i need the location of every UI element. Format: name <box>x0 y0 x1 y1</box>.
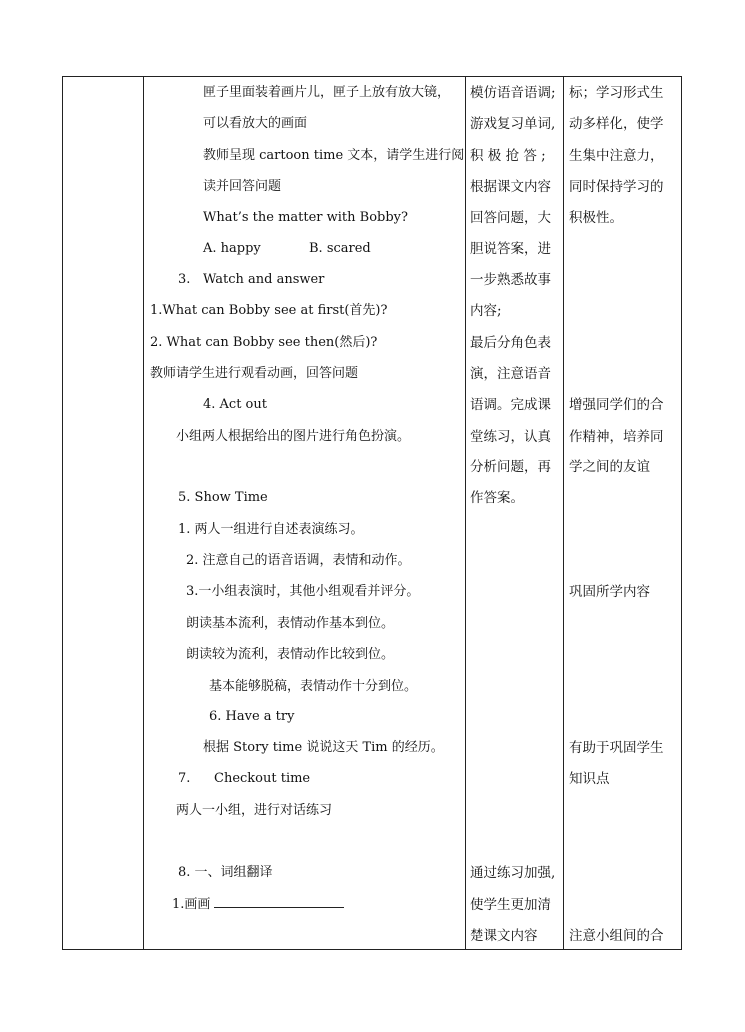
procedure-line: 5. Show Time <box>178 490 268 505</box>
procedure-line: 朗读基本流利，表情动作基本到位。 <box>186 616 395 631</box>
activity-line: 使学生更加清 <box>470 897 551 913</box>
procedure-line: 两人一小组，进行对话练习 <box>176 803 333 818</box>
activity-line: 作答案。 <box>470 490 524 506</box>
activity-line: 游戏复习单词, <box>470 116 556 132</box>
purpose-line: 知识点 <box>569 771 610 787</box>
procedure-line: 3. <box>178 272 191 287</box>
procedure-line: 根据 Story time 说说这天 Tim 的经历。 <box>203 740 444 755</box>
procedure-line: 教师呈现 cartoon time 文本，请学生进行阅 <box>203 148 465 163</box>
procedure-line: 3.一小组表演时，其他小组观看并评分。 <box>186 584 420 599</box>
purpose-line: 注意小组间的合 <box>569 928 664 944</box>
procedure-line: 基本能够脱稿，表情动作十分到位。 <box>209 679 418 694</box>
column-divider-3 <box>563 77 564 949</box>
procedure-line: 8. 一、词组翻译 <box>178 865 273 880</box>
activity-line: 通过练习加强, <box>470 865 556 881</box>
column-divider-1 <box>143 77 144 949</box>
procedure-line: 7. <box>178 771 191 786</box>
purpose-line: 标；学习形式生 <box>569 85 664 101</box>
purpose-line: 有助于巩固学生 <box>569 740 664 756</box>
purpose-line: 学之间的友谊 <box>569 459 650 475</box>
procedure-line: 1.What can Bobby see at first(首先)? <box>150 303 388 318</box>
procedure-line: 小组两人根据给出的图片进行角色扮演。 <box>176 429 411 444</box>
activity-line: 根据课文内容 <box>470 179 551 195</box>
activity-line: 模仿语音语调; <box>470 85 556 101</box>
procedure-line: 教师请学生进行观看动画，回答问题 <box>150 366 359 381</box>
activity-line: 积 极 抢 答 ; <box>470 148 546 164</box>
column-divider-2 <box>465 77 466 949</box>
activity-line: 分析问题，再 <box>470 459 551 475</box>
purpose-line: 积极性。 <box>569 210 623 226</box>
activity-line: 一步熟悉故事 <box>470 272 551 288</box>
procedure-line: What’s the matter with Bobby? <box>203 210 408 225</box>
activity-line: 语调。完成课 <box>470 397 551 413</box>
procedure-line: 4. Act out <box>203 397 267 412</box>
procedure-line: 读并回答问题 <box>203 179 282 194</box>
procedure-line: 1.画画 <box>172 895 344 915</box>
procedure-line: 朗读较为流利，表情动作比较到位。 <box>186 647 395 662</box>
procedure-line: Watch and answer <box>203 272 325 287</box>
purpose-line: 动多样化，使学 <box>569 116 664 132</box>
activity-line: 回答问题，大 <box>470 210 551 226</box>
procedure-line: 6. Have a try <box>209 709 295 724</box>
procedure-line: Checkout time <box>214 771 311 786</box>
activity-line: 堂练习，认真 <box>470 429 551 445</box>
answer-blank <box>214 895 344 908</box>
activity-line: 最后分角色表 <box>470 335 551 351</box>
procedure-line: 1. 两人一组进行自述表演练习。 <box>178 522 364 537</box>
purpose-line: 同时保持学习的 <box>569 179 664 195</box>
purpose-line: 作精神，培养同 <box>569 429 664 445</box>
procedure-line: 2. 注意自己的语音语调，表情和动作。 <box>186 553 411 568</box>
activity-line: 演，注意语音 <box>470 366 551 382</box>
activity-line: 楚课文内容 <box>470 928 538 944</box>
purpose-line: 巩固所学内容 <box>569 584 650 600</box>
procedure-line: 2. What can Bobby see then(然后)? <box>150 335 378 350</box>
activity-line: 内容; <box>470 303 502 319</box>
procedure-line: A. happy <box>203 241 261 256</box>
procedure-line: 可以看放大的画面 <box>203 116 308 131</box>
procedure-line: B. scared <box>309 241 371 256</box>
procedure-line: 匣子里面装着画片儿，匣子上放有放大镜， <box>203 85 451 100</box>
purpose-line: 生集中注意力， <box>569 148 664 164</box>
activity-line: 胆说答案，进 <box>470 241 551 257</box>
purpose-line: 增强同学们的合 <box>569 397 664 413</box>
